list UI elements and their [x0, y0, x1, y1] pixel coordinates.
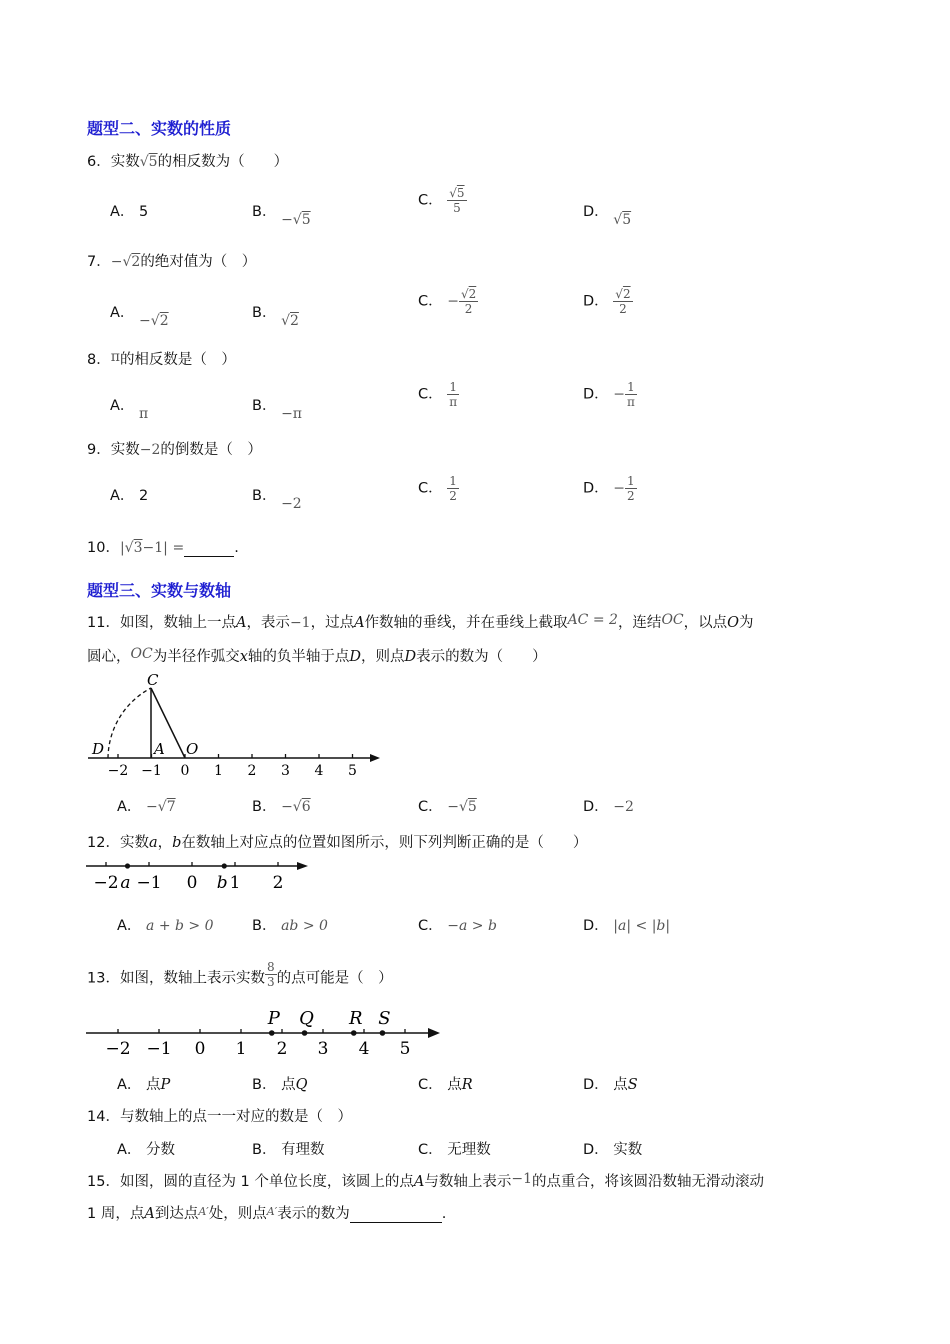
- question-14: 14．与数轴上的点一一对应的数是（ ）: [87, 1109, 352, 1125]
- q8-option-d[interactable]: D． − $\frac{1}{\pi}$: [583, 380, 635, 409]
- q11-tick-label: 1: [214, 763, 223, 779]
- q12-point-b: [222, 863, 227, 868]
- q12-tick-label: −1: [136, 873, 162, 893]
- q11-tick-label: 3: [281, 763, 290, 779]
- q11-number-line-figure: [80, 670, 400, 785]
- q8-option-a[interactable]: A． π: [110, 398, 149, 422]
- q12-number-line-figure: [80, 852, 320, 897]
- q11-label-c: C: [147, 671, 159, 689]
- q13-tick-label: 0: [194, 1039, 206, 1059]
- q13-tick-label: −2: [105, 1039, 131, 1059]
- q13-axis-arrow: [428, 1028, 440, 1038]
- q13-tick-label: 4: [358, 1039, 370, 1059]
- q13-point-label: Q: [299, 1008, 314, 1029]
- q12-tick-label: 2: [272, 873, 284, 893]
- q12-point-label: a: [120, 873, 131, 893]
- q13-number-line-figure: [80, 1002, 450, 1064]
- q6-option-b[interactable]: B． −√5: [252, 204, 311, 228]
- question-11-line-1: 11．如图，数轴上一点A，表示−1，过点A作数轴的垂线，并在垂线上截取AC = 2，连结OC，以点O为: [87, 612, 754, 631]
- q13-point-label: R: [348, 1008, 363, 1029]
- q13-point-P: [269, 1030, 275, 1036]
- q12-tick-label: 0: [186, 873, 198, 893]
- q7-number: 7．: [87, 254, 111, 270]
- q13-option-d[interactable]: D． 点S: [583, 1077, 638, 1093]
- q9-option-b[interactable]: B． −2: [252, 488, 302, 512]
- q9-text: 实数: [110, 442, 140, 458]
- question-11-line-2: 圆心，OC为半径作弧交x轴的负半轴于点D，则点D表示的数为（ ）: [87, 646, 547, 665]
- q6-text: 实数: [110, 154, 140, 170]
- q11-label-o: O: [186, 740, 199, 758]
- q10-answer-blank[interactable]: [184, 540, 234, 557]
- q14-option-c[interactable]: C． 无理数: [418, 1142, 491, 1158]
- q11-tick-label: 5: [348, 763, 357, 779]
- q13-point-label: P: [267, 1008, 280, 1029]
- q7-expression: −√2: [110, 254, 141, 270]
- q11-arc: [108, 688, 151, 758]
- q8-option-b[interactable]: B． −π: [252, 398, 302, 422]
- question-13: 13．如图，数轴上表示实数 $\frac{8}{3}$ 的点可能是（ ）: [87, 960, 393, 989]
- q13-tick-label: −1: [146, 1039, 172, 1059]
- q13-option-c[interactable]: C． 点R: [418, 1077, 473, 1093]
- q13-point-S: [380, 1030, 386, 1036]
- q6-option-c[interactable]: C． $\frac{√5}{5}$: [418, 186, 465, 215]
- q8-number: 8．: [87, 352, 111, 368]
- q9-value: −2: [139, 442, 161, 458]
- q13-tick-label: 3: [317, 1039, 329, 1059]
- q12-tick-label: 1: [229, 873, 241, 893]
- q11-tick-label: −1: [141, 763, 162, 779]
- q11-tick-label: 4: [314, 763, 324, 779]
- q6-text-end: 的相反数为（ ）: [157, 154, 289, 170]
- q11-option-c[interactable]: C． −√5: [418, 799, 477, 815]
- question-15-line-1: 15．如图，圆的直径为 1 个单位长度，该圆上的点A与数轴上表示−1的点重合，将该圆沿数轴无滑动滚动: [87, 1171, 765, 1190]
- q12-axis-arrow: [297, 862, 308, 870]
- q7-option-b[interactable]: B． √2: [252, 305, 299, 329]
- q13-tick-label: 5: [399, 1039, 411, 1059]
- q14-option-a[interactable]: A． 分数: [117, 1142, 176, 1158]
- q12-point-a: [125, 863, 130, 868]
- section-title-3: 题型三、实数与数轴: [87, 581, 232, 600]
- q11-option-a[interactable]: A． −√7: [117, 799, 176, 815]
- q13-option-a[interactable]: A． 点P: [117, 1077, 171, 1093]
- q8-pi: π: [110, 349, 120, 365]
- q11-option-b[interactable]: B． −√6: [252, 799, 311, 815]
- q7-text: 的绝对值为（ ）: [140, 254, 257, 270]
- q9-option-d[interactable]: D． − $\frac{1}{2}$: [583, 474, 635, 503]
- q11-tick-label: −2: [107, 763, 129, 779]
- q12-option-c[interactable]: C． −a > b: [418, 918, 497, 934]
- q11-label-a: A: [154, 740, 165, 758]
- q9-number: 9．: [87, 442, 111, 458]
- q7-option-d[interactable]: D． $\frac{√2}{2}$: [583, 287, 631, 316]
- section-title-2: 题型二、实数的性质: [87, 119, 232, 138]
- question-6: [87, 150, 288, 171]
- q6-option-d[interactable]: D． √5: [583, 204, 632, 228]
- q9-text-end: 的倒数是（ ）: [160, 442, 262, 458]
- q7-option-a[interactable]: A． −√2: [110, 305, 169, 329]
- q12-tick-label: −2: [93, 873, 119, 893]
- q13-tick-label: 1: [235, 1039, 247, 1059]
- q9-option-c[interactable]: C． $\frac{1}{2}$: [418, 474, 457, 503]
- q6-sqrt: √5: [139, 154, 158, 170]
- q12-point-label: b: [216, 873, 228, 893]
- question-7: [87, 250, 256, 271]
- q10-number: 10．: [87, 540, 120, 556]
- q8-text: 的相反数是（ ）: [119, 352, 236, 368]
- q13-point-label: S: [378, 1008, 391, 1029]
- q14-option-d[interactable]: D． 实数: [583, 1142, 643, 1158]
- q13-point-Q: [302, 1030, 308, 1036]
- question-15-line-2: 1 周，点A到达点$^{A'}$处，则点$^{A'}$表示的数为 .: [87, 1205, 447, 1222]
- q7-option-c[interactable]: C． − $\frac{√2}{2}$: [418, 287, 477, 316]
- q11-tick-label: 0: [180, 763, 190, 779]
- q8-option-c[interactable]: C． $\frac{1}{\pi}$: [418, 380, 458, 409]
- q6-option-a[interactable]: A． 5: [110, 204, 149, 220]
- q11-label-d: D: [92, 740, 105, 758]
- q15-answer-blank[interactable]: [350, 1206, 442, 1223]
- q13-tick-label: 2: [276, 1039, 288, 1059]
- q9-option-a[interactable]: A． 2: [110, 488, 149, 504]
- q13-option-b[interactable]: B． 点Q: [252, 1077, 308, 1093]
- question-12: 12．实数a，b在数轴上对应点的位置如图所示，则下列判断正确的是（ ）: [87, 835, 588, 851]
- q10-expression: |√3−1|: [119, 540, 168, 556]
- q11-axis-arrow: [370, 754, 380, 762]
- q12-option-d[interactable]: D． |a| < |b|: [583, 918, 671, 934]
- question-8: [87, 348, 236, 369]
- q12-option-a[interactable]: A． a + b > 0: [117, 918, 214, 934]
- q6-number: 6．: [87, 154, 111, 170]
- q11-tick-label: 2: [247, 763, 257, 779]
- question-9: [87, 438, 262, 459]
- q14-option-b[interactable]: B． 有理数: [252, 1142, 325, 1158]
- q11-option-d[interactable]: D． −2: [583, 799, 634, 815]
- question-10: 10．|√3−1| = .: [87, 540, 239, 556]
- q13-point-R: [351, 1030, 357, 1036]
- q10-equals: =: [172, 540, 185, 556]
- q12-option-b[interactable]: B． ab > 0: [252, 918, 328, 934]
